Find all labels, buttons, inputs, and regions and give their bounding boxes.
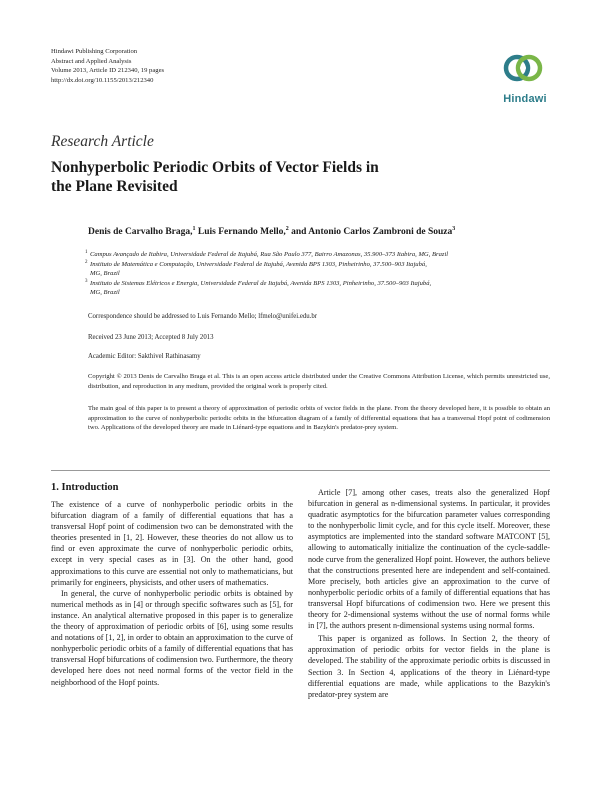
affiliation-line: Instituto de Matemática e Computação, Universidade Federal de Itajubá, Avenida BPS 1303, Pinheirinho, 37.500–903 Itajubá, [90,260,427,268]
left-column [51,499,293,688]
title-line-1: Nonhyperbolic Periodic Orbits of Vector Fields in [51,159,379,176]
publisher-name: Hindawi Publishing Corporation [51,48,138,55]
affiliation-line: MG, Brazil [90,289,120,297]
volume-info: Volume 2013, Article ID 212340, 19 pages [51,67,165,75]
author-sup: 3 [452,226,456,232]
received-dates: Received 23 June 2013; Accepted 8 July 2013 [88,334,214,341]
divider [51,470,550,471]
author-sup: 2 [285,226,289,232]
correspondence: Correspondence should be addressed to Luis Fernando Mello; lfmelo@unifei.edu.br [88,313,317,320]
affiliation-line: MG, Brazil [90,270,120,278]
paragraph: This paper is organized as follows. In Section 2, the theory of approximation of periodic orbits for vector fields in the plane is developed. The stability of the approximate periodic orbits is discussed in Section 3. In Section 4, applications of the theory in Liénard-type differential equations are made, while applications to the Bazykin's predator-prey system are [308,634,550,699]
copyright-notice: Copyright © 2013 Denis de Carvalho Braga et al. This is an open access article distributed under the Creative Commons Attribution License, which permits unrestricted use, distribution, and reproduction in any medium, provided the original work is properly cited. [88,373,550,390]
affiliation-sup: 1 [85,250,88,255]
affiliation-sup: 3 [85,278,88,284]
right-column [308,487,550,700]
article-type: Research Article [51,133,154,150]
journal-name: Abstract and Applied Analysis [51,57,132,65]
author-name: and Antonio Carlos Zambroni de Souza [288,227,453,238]
article-title [51,158,471,196]
affiliation-sup: 2 [85,259,88,265]
section-heading: 1. Introduction [51,482,119,493]
title-line-2: the Plane Revisited [51,178,178,195]
affiliation [85,250,555,260]
affiliation-line: Campus Avançado de Itabira, Universidade Federal de Itajubá, Rua São Paulo 377, Bairro Amazonas, 35.900–373 Itabira, MG, Brazil [90,251,449,258]
doi-link[interactable]: http://dx.doi.org/10.1155/2013/212340 [51,76,154,84]
hindawi-logo-text: Hindawi [503,93,547,105]
affiliations [85,250,555,298]
author-list [88,226,455,237]
affiliation-line: Instituto de Sistemas Elétricos e Energia, Universidade Federal de Itajubá, Avenida BPS 1303, Pinheirinho, 37.500–903 Itajubá, [90,279,432,287]
author-name: Luis Fernando Mello, [195,227,286,238]
author-sup: 1 [192,226,196,232]
academic-editor: Academic Editor: Sakthivel Rathinasamy [88,353,201,360]
affiliation [85,260,555,270]
paragraph: Article [7], among other cases, treats also the generalized Hopf bifurcation in general as n-dimensional systems. In particular, it provides quadratic asymptotics for the bifurcation parameter values corresponding to the nonhyperbolic limit cycle, and for this cycle itself. Moreover, these asymptotics are implemented into the standard software MATCONT [5], allowing to automatically initialize the continuation of the cycle-saddle-node curve from the generalized Hopf point. However, the authors believe that the constructions presented here are independent and self-contained. More precisely, both articles give an approximation to the curve of nonhyperbolic periodic orbits of a family of differential equations that has transversal Hopf bifurcations of codimension two. Here we present this theory for 2-dimensional systems without the use of normal forms while in [7], the authors present n-dimensional systems using normal forms. [308,488,550,631]
paragraph: In general, the curve of nonhyperbolic periodic orbits is obtained by numerical methods as in [4] or through specific softwares such as [5], for instance. An analytical alternative proposed in this paper is to generalize the theory of approximation of periodic orbits of [6], using some results and notations of [1, 2], in order to obtain an approximation to the curve of nonhyperbolic periodic orbits of a family of differential equations that has transversal Hopf bifurcations of codimension two. Furthermore, the theory developed here does not need normal forms of the vector field in the neighborhood of the Hopf points. [51,588,293,687]
paragraph: The existence of a curve of nonhyperbolic periodic orbits in the bifurcation diagram of a family of differential equations that has a transversal Hopf point of codimension two can be demonstrated with the theories presented in [1, 2]. However, these theories do not allow us to find or even approximate the curve of nonhyperbolic periodic orbits, except in very special cases as in [3]. On the other hand, good approximations to this curve are essential not only to mathematicians, but primarily for engineers, physicists, and other users of mathematics. [51,500,293,587]
journal-header [51,47,164,85]
author-name: Denis de Carvalho Braga, [88,227,193,238]
affiliation [85,279,555,289]
abstract: The main goal of this paper is to present a theory of approximation of periodic orbits of vector fields in the plane. From the theory developed here, it is possible to obtain an approximation to the curve of nonhyperbolic periodic orbits in the bifurcation diagram of a family of differential equations that has a transversal Hopf point of codimension two. Applications of the developed theory are made in Liénard-type equations and in Bazykin's predator-prey system. [88,405,550,432]
